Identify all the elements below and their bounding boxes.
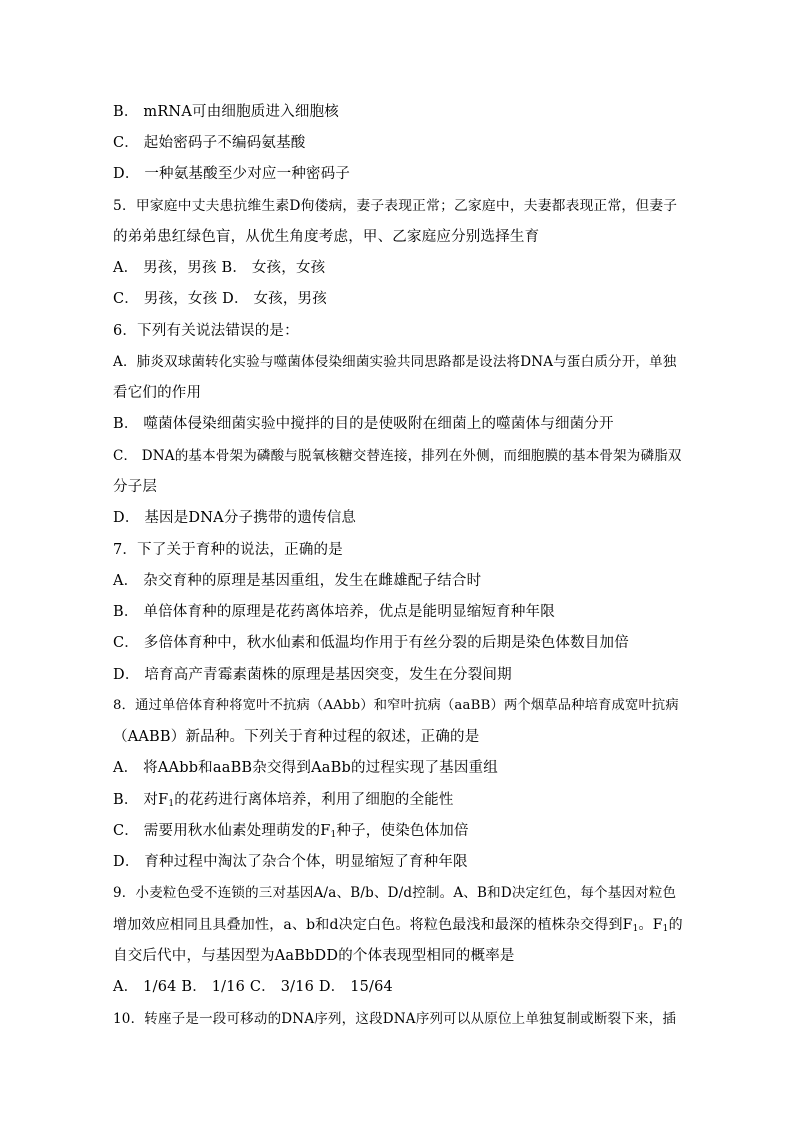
option-line: B． mRNA可由细胞质进入细胞核: [113, 104, 339, 120]
option-line: D． 基因是DNA分子携带的遗传信息: [113, 510, 357, 526]
question-line: 9．小麦粒色受不连锁的三对基因A/a、B/b、D/d控制。A、B和D决定红色，每个基因对粒色: [113, 885, 677, 901]
text-span: C． 需要用秋水仙素处理萌发的F: [113, 823, 331, 839]
option-line: A．肺炎双球菌转化实验与噬菌体侵染细菌实验共同思路都是设法将DNA与蛋白质分开，单独: [113, 354, 677, 370]
question-line: 6．下列有关说法错误的是：: [113, 323, 299, 339]
option-line: 看它们的作用: [113, 385, 202, 401]
option-line: B． 噬菌体侵染细菌实验中搅拌的目的是使吸附在细菌上的噬菌体与细菌分开: [113, 416, 614, 432]
question-line: 的弟弟患红绿色盲，从优生角度考虑，甲、乙家庭应分别选择生育: [113, 229, 540, 245]
option-line: [113, 821, 683, 841]
subscript: 1: [632, 924, 639, 934]
text-span: 的: [668, 917, 683, 933]
subscript: 1: [168, 799, 175, 809]
question-line: 5．甲家庭中丈夫患抗维生素D佝偻病，妻子表现正常；乙家庭中，夫妻都表现正常，但妻子: [113, 198, 678, 214]
option-line: A． 男孩，男孩 B． 女孩，女孩: [113, 260, 326, 276]
text-span: B． 对F: [113, 792, 169, 808]
option-line: 分子层: [113, 479, 158, 495]
question-line: [113, 915, 683, 935]
option-line: D． 培育高产青霉素菌株的原理是基因突变，发生在分裂间期: [113, 667, 512, 683]
question-line: （AABB）新品种。下列关于育种过程的叙述，正确的是: [113, 729, 480, 745]
question-line: 10．转座子是一段可移动的DNA序列，这段DNA序列可以从原位上单独复制或断裂下来，插: [113, 1011, 677, 1027]
option-line: C． 起始密码子不编码氨基酸: [113, 135, 306, 151]
question-line: 自交后代中，与基因型为AaBbDD的个体表现型相同的概率是: [113, 948, 515, 964]
text-span: 增加效应相同且具叠加性，a、b和d决定白色。将粒色最浅和最深的植株杂交得到F: [113, 917, 633, 933]
option-line: C． 多倍体育种中，秋水仙素和低温均作用于有丝分裂的后期是染色体数目加倍: [113, 635, 629, 651]
question-line: 8．通过单倍体育种将宽叶不抗病（AAbb）和窄叶抗病（aaBB）两个烟草品种培育成宽叶抗病: [113, 698, 679, 713]
subscript: 1: [662, 924, 669, 934]
option-line: D． 育种过程中淘汰了杂合个体，明显缩短了育种年限: [113, 854, 468, 870]
option-line: A． 杂交育种的原理是基因重组，发生在雌雄配子结合时: [113, 573, 482, 589]
text-span: 。F: [638, 917, 663, 933]
subscript: 1: [330, 830, 337, 840]
text-span: 种子，使染色体加倍: [336, 823, 469, 839]
option-line: C． DNA的基本骨架为磷酸与脱氧核糖交替连接，排列在外侧，而细胞膜的基本骨架为磷脂双: [113, 448, 682, 464]
text-span: 的花药进行离体培养，利用了细胞的全能性: [174, 792, 454, 808]
option-line: A． 将AAbb和aaBB杂交得到AaBb的过程实现了基因重组: [113, 760, 498, 776]
option-line: B． 单倍体育种的原理是花药离体培养，优点是能明显缩短育种年限: [113, 604, 555, 620]
option-line: [113, 790, 683, 810]
option-line: C． 男孩，女孩 D． 女孩，男孩: [113, 291, 327, 307]
option-line: A． 1/64 B． 1/16 C． 3/16 D． 15/64: [113, 979, 393, 995]
option-line: D． 一种氨基酸至少对应一种密码子: [113, 166, 351, 182]
question-line: 7．下了关于育种的说法，正确的是: [113, 542, 343, 558]
